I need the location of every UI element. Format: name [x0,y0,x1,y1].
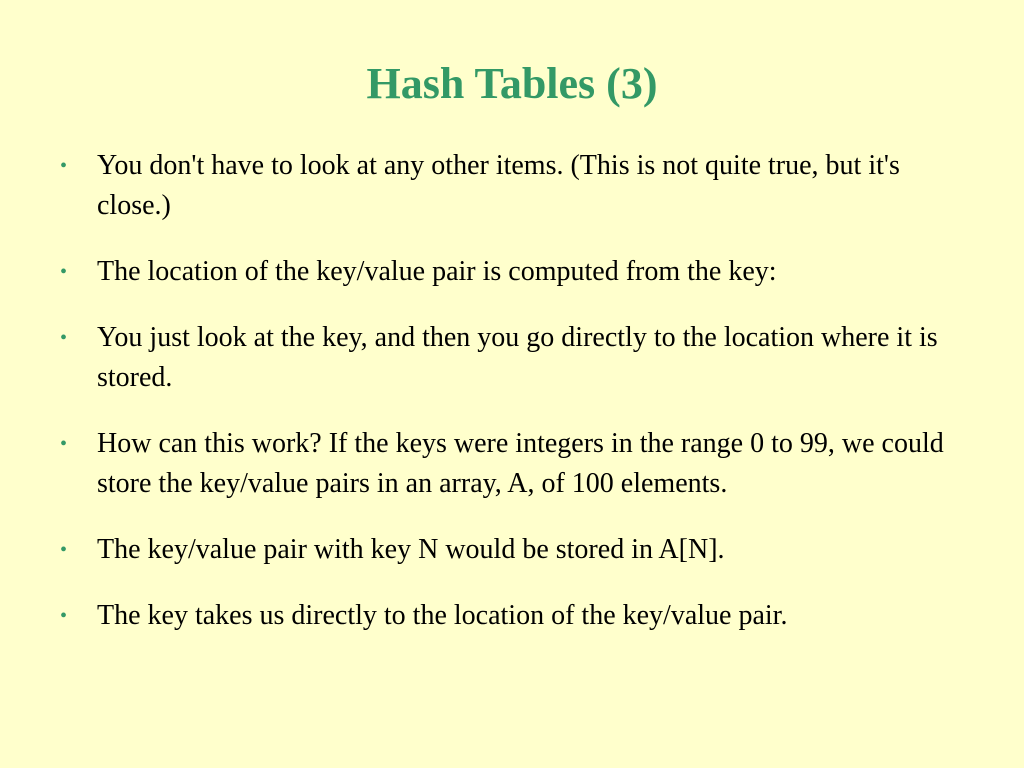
bullet-list [60,146,960,636]
slide-title: Hash Tables (3) [366,59,658,108]
bullet-item [60,252,960,292]
bullet-text: How can this work? If the keys were integers in the range 0 to 99, we could store the key/value pairs in an array, A, of 100 elements. [97,428,944,499]
bullet-icon: • [60,261,68,283]
bullet-item [60,596,960,636]
bullet-icon: • [60,155,68,177]
bullet-text: You just look at the key, and then you go directly to the location where it is stored. [97,322,938,393]
bullet-text: The location of the key/value pair is computed from the key: [97,256,777,287]
bullet-icon: • [60,433,68,455]
bullet-text: The key/value pair with key N would be stored in A[N]. [97,534,725,565]
bullet-item [60,530,960,570]
bullet-icon: • [60,539,68,561]
bullet-item [60,146,960,226]
bullet-item [60,424,960,504]
bullet-text: You don't have to look at any other items. (This is not quite true, but it's close.) [97,150,900,221]
bullet-icon: • [60,605,68,627]
bullet-icon: • [60,327,68,349]
bullet-text: The key takes us directly to the location of the key/value pair. [97,600,788,631]
bullet-item [60,318,960,398]
